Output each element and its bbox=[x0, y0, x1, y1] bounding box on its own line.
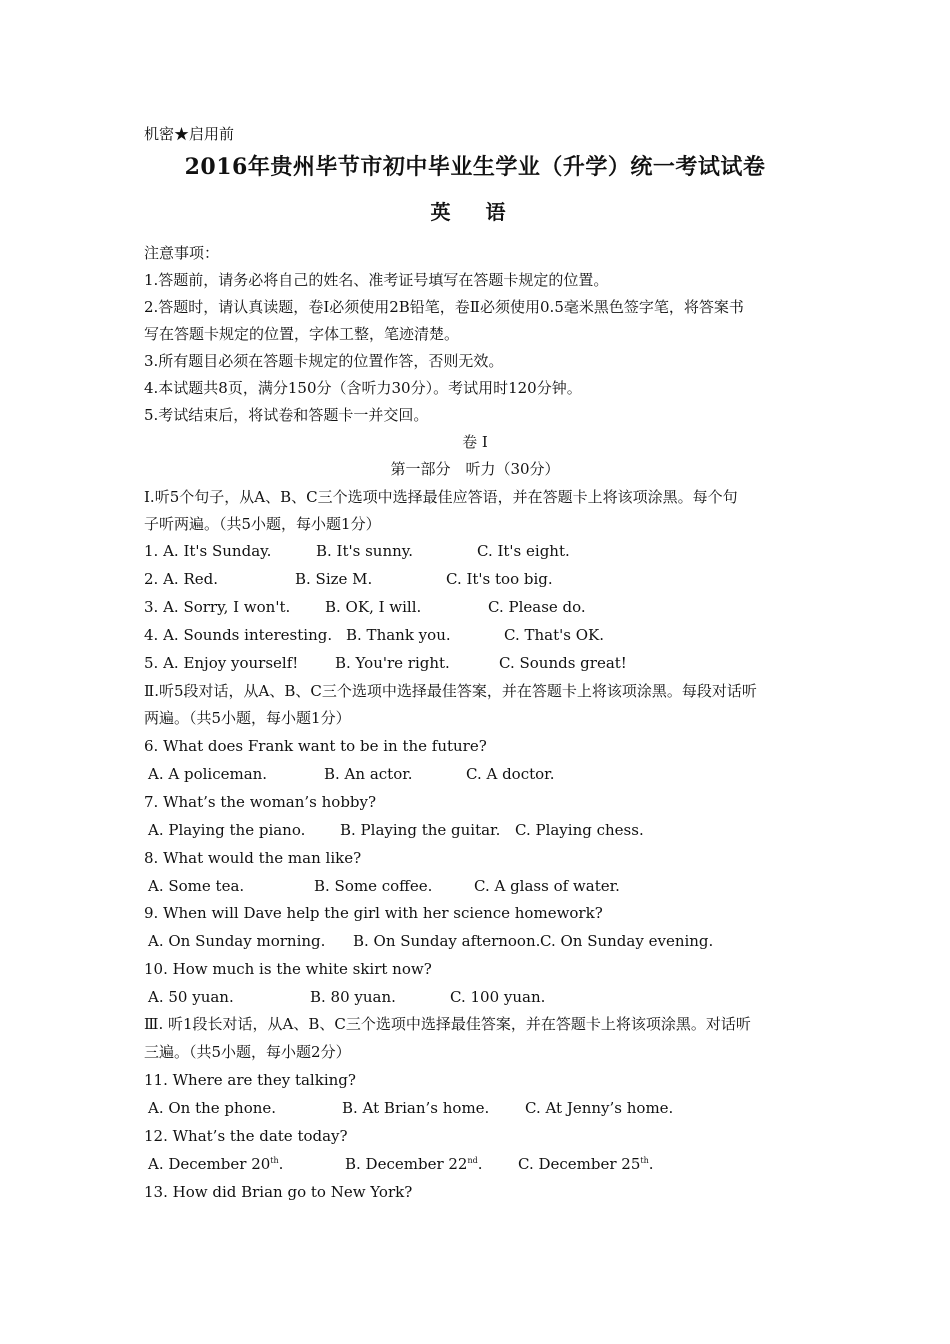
section1-instructions: Ⅰ.听5个句子，从A、B、C三个选项中选择最佳应答语，并在答题卡上将该项涂黑。每个句 bbox=[144, 488, 738, 506]
option-a: A. December 20th. bbox=[148, 1155, 284, 1173]
option-a: 5. A. Enjoy yourself! bbox=[144, 654, 299, 672]
option-c: C. Sounds great! bbox=[499, 654, 627, 672]
section1-instructions-cont: 子听两遍。（共5小题，每小题1分） bbox=[144, 515, 381, 533]
section3-instructions-cont: 三遍。（共5小题，每小题2分） bbox=[144, 1043, 351, 1061]
note-item: 5.考试结束后，将试卷和答题卡一并交回。 bbox=[144, 406, 429, 424]
option-a: A. On the phone. bbox=[148, 1099, 277, 1117]
option-c: C. A doctor. bbox=[466, 765, 555, 783]
section2-instructions: Ⅱ.听5段对话，从A、B、C三个选项中选择最佳答案，并在答题卡上将该项涂黑。每段对话听 bbox=[144, 682, 757, 700]
option-b: B. 80 yuan. bbox=[310, 988, 396, 1006]
option-b: B. December 22nd. bbox=[345, 1155, 483, 1173]
option-b: B. An actor. bbox=[324, 765, 413, 783]
option-a: A. 50 yuan. bbox=[148, 988, 234, 1006]
option-c: C. Playing chess. bbox=[515, 821, 644, 839]
subject-title: 英 语 bbox=[430, 200, 520, 224]
question-stem: 9. When will Dave help the girl with her science homework? bbox=[144, 904, 603, 922]
option-c: C. Please do. bbox=[488, 598, 586, 616]
note-item: 3.所有题目必须在答题卡规定的位置作答，否则无效。 bbox=[144, 352, 504, 370]
option-c: C. On Sunday evening. bbox=[540, 932, 714, 950]
question-stem: 10. How much is the white skirt now? bbox=[144, 960, 432, 978]
section3-instructions: Ⅲ. 听1段长对话，从A、B、C三个选项中选择最佳答案，并在答题卡上将该项涂黑。对话听 bbox=[144, 1015, 751, 1033]
question-stem: 6. What does Frank want to be in the future? bbox=[144, 737, 487, 755]
notes-heading: 注意事项： bbox=[144, 244, 220, 262]
option-a: 2. A. Red. bbox=[144, 570, 218, 588]
option-a: A. Playing the piano. bbox=[148, 821, 306, 839]
ordinal-suffix: th bbox=[640, 1156, 649, 1165]
option-a: 4. A. Sounds interesting. bbox=[144, 626, 333, 644]
option-b: B. On Sunday afternoon. bbox=[353, 932, 541, 950]
option-c: C. 100 yuan. bbox=[450, 988, 546, 1006]
question-stem: 8. What would the man like? bbox=[144, 849, 362, 867]
option-a: A. Some tea. bbox=[148, 877, 245, 895]
option-b: B. OK, I will. bbox=[325, 598, 422, 616]
option-c: C. It's too big. bbox=[446, 570, 553, 588]
option-c-text: C. December 25 bbox=[518, 1155, 641, 1173]
ordinal-suffix: th bbox=[270, 1156, 279, 1165]
question-stem: 11. Where are they talking? bbox=[144, 1071, 356, 1089]
option-b: B. Some coffee. bbox=[314, 877, 433, 895]
confidential-label: 机密★启用前 bbox=[144, 125, 235, 143]
option-c: C. It's eight. bbox=[477, 542, 570, 560]
option-b-text: B. December 22 bbox=[345, 1155, 468, 1173]
option-b: B. Size M. bbox=[295, 570, 373, 588]
part-heading: 第一部分 听力（30分） bbox=[390, 460, 560, 478]
ordinal-suffix: nd bbox=[467, 1156, 478, 1165]
question-stem: 7. What’s the woman’s hobby? bbox=[144, 793, 377, 811]
option-a-text: A. December 20 bbox=[148, 1155, 271, 1173]
option-a: A. On Sunday morning. bbox=[148, 932, 326, 950]
option-c: C. That's OK. bbox=[504, 626, 604, 644]
note-item: 写在答题卡规定的位置，字体工整，笔迹清楚。 bbox=[144, 325, 460, 343]
question-stem: 12. What’s the date today? bbox=[144, 1127, 348, 1145]
option-b: B. At Brian’s home. bbox=[342, 1099, 490, 1117]
option-b: B. It's sunny. bbox=[316, 542, 414, 560]
question-stem: 13. How did Brian go to New York? bbox=[144, 1183, 413, 1201]
option-b: B. You're right. bbox=[335, 654, 450, 672]
option-a: A. A policeman. bbox=[148, 765, 268, 783]
note-item: 1.答题前，请务必将自己的姓名、准考证号填写在答题卡规定的位置。 bbox=[144, 271, 609, 289]
note-item: 2.答题时，请认真读题，卷Ⅰ必须使用2B铅笔，卷Ⅱ必须使用0.5毫米黑色签字笔，将答案书 bbox=[144, 298, 744, 316]
option-b: B. Playing the guitar. bbox=[340, 821, 501, 839]
option-b: B. Thank you. bbox=[346, 626, 451, 644]
exam-title: 2016年贵州毕节市初中毕业生学业（升学）统一考试试卷 bbox=[184, 154, 766, 180]
note-item: 4.本试题共8页，满分150分（含听力30分）。考试用时120分钟。 bbox=[144, 379, 582, 397]
section2-instructions-cont: 两遍。（共5小题，每小题1分） bbox=[144, 709, 351, 727]
volume-heading: 卷 Ⅰ bbox=[462, 433, 488, 451]
option-c: C. A glass of water. bbox=[474, 877, 620, 895]
option-c: C. At Jenny’s home. bbox=[525, 1099, 674, 1117]
option-a: 3. A. Sorry, I won't. bbox=[144, 598, 291, 616]
option-c: C. December 25th. bbox=[518, 1155, 654, 1173]
option-a: 1. A. It's Sunday. bbox=[144, 542, 272, 560]
